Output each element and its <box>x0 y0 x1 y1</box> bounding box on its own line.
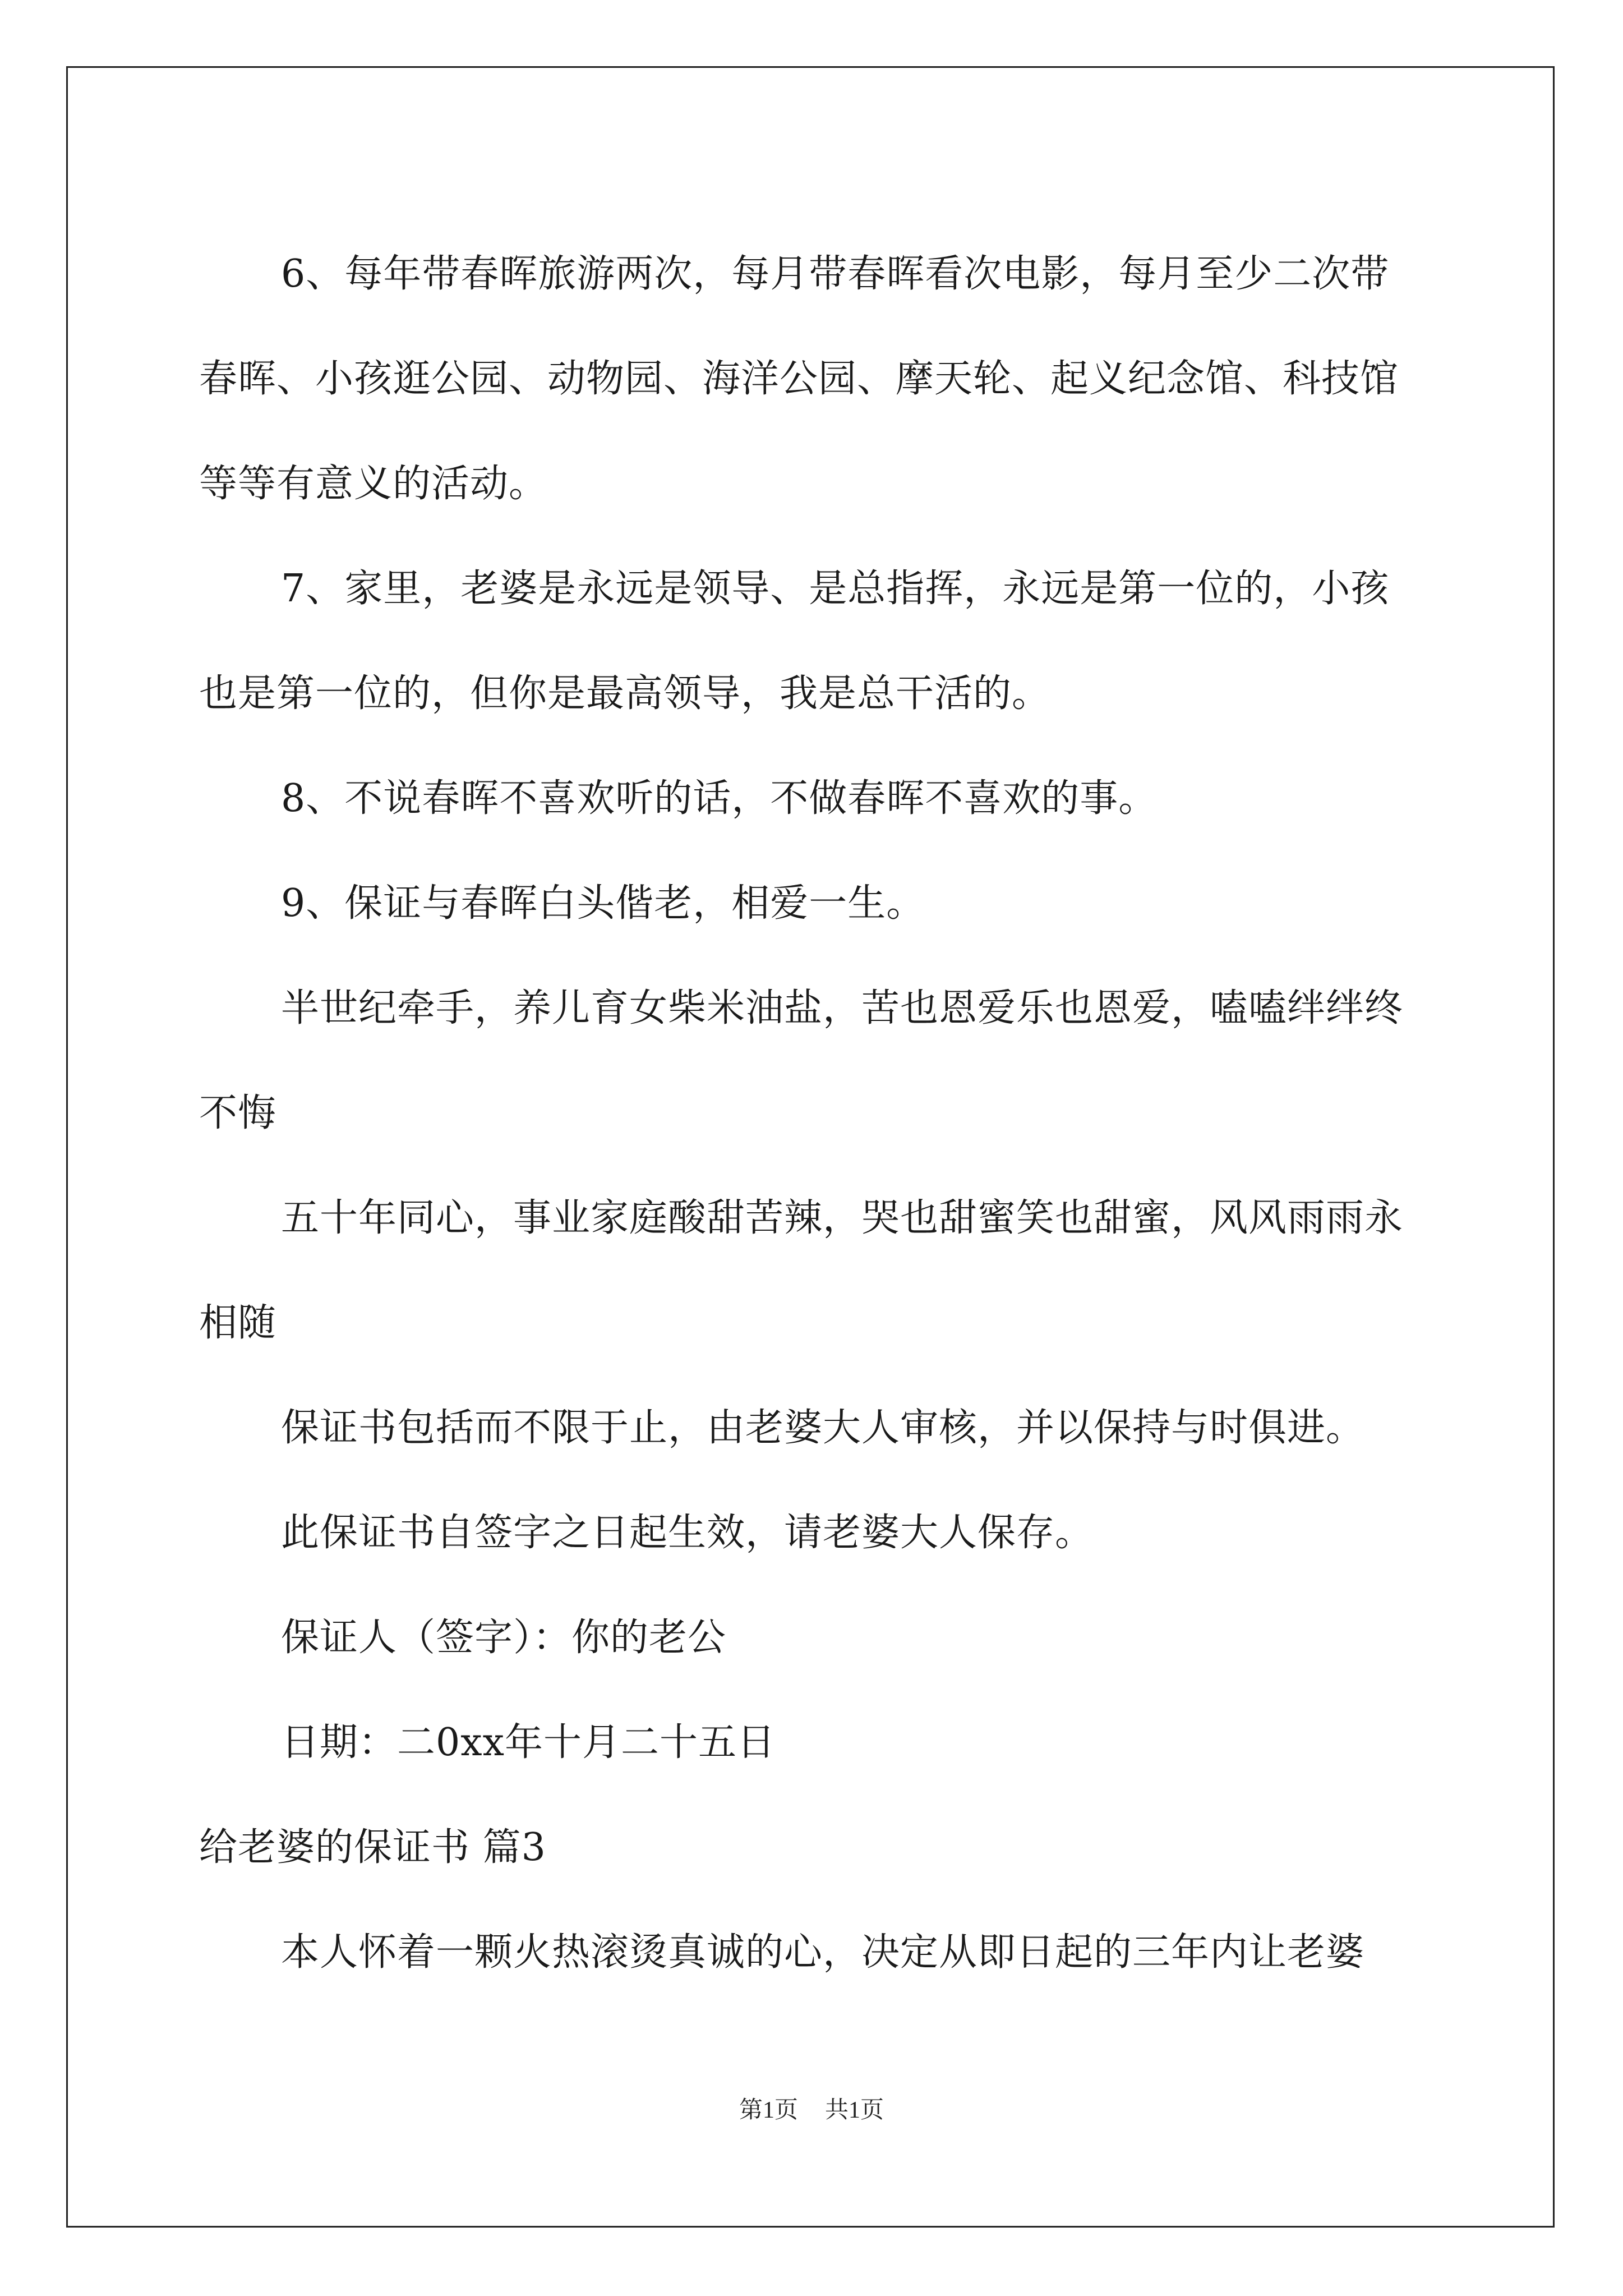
couplet-line-1: 半世纪牵手，养儿育女柴米油盐，苦也恩爱乐也恩爱，嗑嗑绊绊终不悔 <box>199 986 1404 1135</box>
signature-line: 保证人（签字）：你的老公 <box>281 1616 727 1660</box>
page-total: 共1页 <box>825 2097 884 2123</box>
section-heading: 给老婆的保证书 篇3 <box>199 1825 546 1870</box>
date-line: 日期：二0xx年十月二十五日 <box>281 1720 776 1765</box>
page-number: 第1页 <box>739 2097 798 2123</box>
couplet-line-2: 五十年同心，事业家庭酸甜苦辣，哭也甜蜜笑也甜蜜，风风雨雨永相随 <box>199 1196 1404 1345</box>
document-body <box>199 222 1427 2005</box>
page-footer <box>0 2091 1623 2125</box>
paragraph-item-6: 6、每年带春晖旅游两次，每月带春晖看次电影，每月至少二次带春晖、小孩逛公园、动物园、海洋公园、摩天轮、起义纪念馆、科技馆等等有意义的活动。 <box>199 252 1399 506</box>
effective-clause: 此保证书自签字之日起生效，请老婆大人保存。 <box>281 1511 1094 1555</box>
paragraph-item-7: 7、家里，老婆是永远是领导、是总指挥，永远是第一位的，小孩也是第一位的，但你是最高领导，我是总干活的。 <box>199 567 1390 716</box>
section-opening-paragraph: 本人怀着一颗火热滚烫真诚的心，决定从即日起的三年内让老婆 <box>281 1930 1365 1975</box>
paragraph-item-9: 9、保证与春晖白头偕老，相爱一生。 <box>281 881 925 926</box>
review-clause: 保证书包括而不限于止，由老婆大人审核，并以保持与时俱进。 <box>281 1406 1365 1450</box>
paragraph-item-8: 8、不说春晖不喜欢听的话，不做春晖不喜欢的事。 <box>281 776 1158 821</box>
